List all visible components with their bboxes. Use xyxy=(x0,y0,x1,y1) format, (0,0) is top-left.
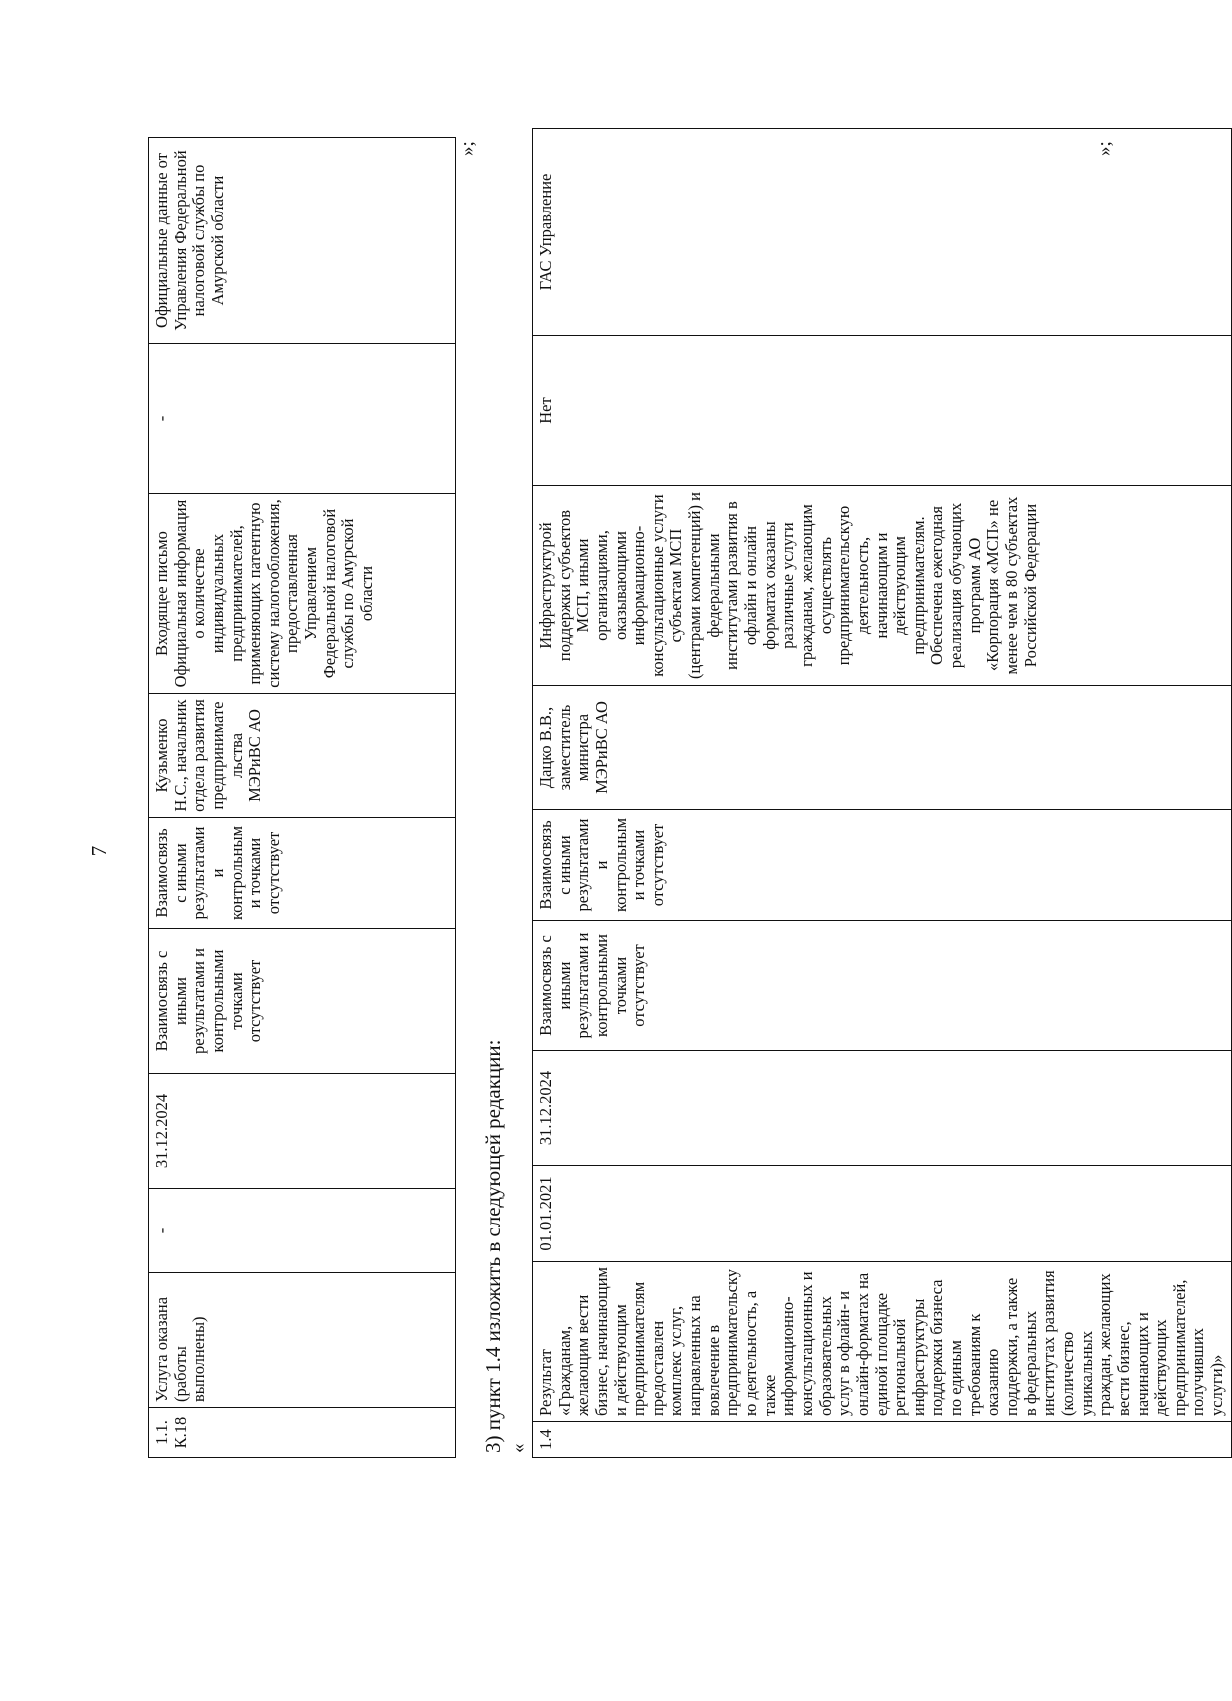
cell-end-date: 31.12.2024 xyxy=(149,1074,456,1189)
cell-end-date: 31.12.2024 xyxy=(533,1051,1232,1166)
page-number: 7 xyxy=(87,845,111,857)
table-row-1-1-k18 xyxy=(148,137,456,1458)
table-row-1-4 xyxy=(532,128,1232,1458)
amendment-heading: 3) пункт 1.4 изложить в следующей редакции: xyxy=(481,1039,505,1453)
cell-approval: Нет xyxy=(533,336,1232,486)
cell-info-system: ГАС Управление xyxy=(533,129,1232,336)
cell-number: 1.4 xyxy=(533,1422,1232,1458)
cell-document: Инфраструктурой поддержки субъектов МСП, иными организациями, оказывающими информационно-консультационные услуги субъектам МСП (центрами компетенций) и федеральными институтами развития в офлайн и онлайн форматах оказаны различные услуги гражданам, желающим осуществлять предпринимательскую деятельность, начинающим и действующим предпринимателям. Обеспечена ежегодная реализация обучающих программ АО «Корпорация «МСП» не менее чем в 80 субъектах Российской Федерации xyxy=(533,486,1232,686)
cell-approval: - xyxy=(149,344,456,494)
cell-document: Входящее письмо Официальная информация о количестве индивидуальных предпринимателей, применяющих патентную систему налогообложения, предоставленная Управлением Федеральной налоговой службы по Амурской области xyxy=(149,494,456,694)
cell-predecessors: Взаимосвязь с иными результатами и контрольными точками отсутствует xyxy=(149,929,456,1074)
cell-info-system: Официальные данные от Управления Федеральной налоговой службы по Амурской области xyxy=(149,138,456,344)
cell-start-date: 01.01.2021 xyxy=(533,1166,1232,1262)
table2-end-mark: »; xyxy=(1094,141,1115,156)
cell-result: Результат «Гражданам, желающим вести бизнес, начинающим и действующим предпринимателям предоставлен комплекс услуг, направленных на вовлечение в предпринимательскую деятельность, а также информационно-консультационных и образовательных услуг в офлайн- и онлайн-форматах на единой площадке региональной инфраструктуры поддержки бизнеса по единым требованиям к оказанию поддержки, а также в федеральных институтах развития (количество уникальных граждан, желающих вести бизнес, начинающих и действующих предпринимателей, получивших услуги)» xyxy=(533,1262,1232,1422)
cell-predecessors: Взаимосвязь с иными результатами и контрольными точками отсутствует xyxy=(533,921,1232,1051)
cell-number: 1.1. К.18 xyxy=(149,1408,456,1458)
cell-successors: Взаимосвязь с иными результатами и контрольными точками отсутствует xyxy=(149,818,456,929)
opening-quote: « xyxy=(508,1443,529,1453)
cell-responsible: Кузьменко Н.С., начальник отдела развития предпринимательства МЭРиВС АО xyxy=(149,694,456,818)
cell-successors: Взаимосвязь с иными результатами и контрольными точками отсутствует xyxy=(533,810,1232,921)
cell-start-date: - xyxy=(149,1189,456,1273)
cell-result: Услуга оказана (работы выполнены) xyxy=(149,1273,456,1408)
table1-end-mark: »; xyxy=(457,141,478,156)
cell-responsible: Дацко В.В., заместитель министра МЭРиВС АО xyxy=(533,686,1232,810)
